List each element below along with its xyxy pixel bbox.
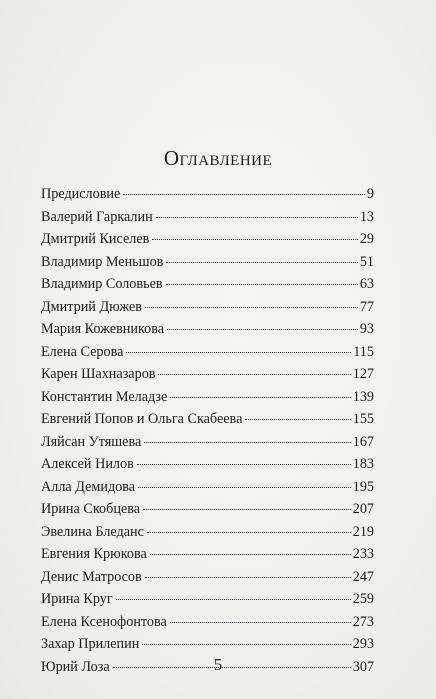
toc-entry-page: 167 — [352, 433, 374, 450]
toc-entry — [41, 386, 374, 409]
toc-entry-page: 259 — [352, 591, 374, 607]
toc-entry — [41, 431, 374, 454]
toc-entry-title: Константин Меладзе — [41, 388, 168, 405]
toc-entry-title: Предисловие — [41, 186, 121, 202]
toc-entry-page: 139 — [352, 388, 374, 405]
toc-entry-title: Евгений Попов и Ольга Скабеева — [41, 411, 243, 427]
toc-entry-title: Елена Ксенофонтова — [41, 613, 167, 630]
toc-entry-page: 183 — [352, 456, 374, 472]
toc-entry-title: Карен Шахназаров — [41, 366, 156, 382]
dot-leader — [150, 554, 351, 555]
toc-entry — [41, 588, 374, 611]
toc-entry — [41, 566, 374, 589]
toc-entry-title: Алексей Нилов — [41, 456, 134, 472]
toc-entry-title: Ляйсан Утяшева — [41, 433, 142, 450]
dot-leader — [152, 239, 357, 240]
toc-entry-title: Эвелина Бледанс — [41, 523, 144, 540]
toc-entry — [41, 611, 374, 634]
toc-entry-title: Захар Прилепин — [41, 636, 140, 652]
toc-entry-page: 9 — [366, 186, 374, 202]
toc-entry-page: 219 — [352, 523, 374, 540]
toc-entry — [41, 273, 374, 296]
toc-entry — [41, 296, 374, 319]
dot-leader — [158, 374, 350, 375]
toc-entry-title: Валерий Гаркалин — [41, 208, 153, 225]
dot-leader — [123, 194, 365, 195]
toc-entry — [41, 318, 374, 341]
toc-entry-page: 293 — [352, 636, 374, 652]
dot-leader — [145, 307, 358, 308]
toc-entry-page: 51 — [359, 253, 374, 270]
toc-entry-page: 115 — [353, 343, 374, 360]
toc-entry — [41, 183, 374, 206]
toc-entry-page: 207 — [352, 501, 374, 517]
toc-entry-title: Мария Кожевникова — [41, 321, 165, 337]
dot-leader — [142, 644, 350, 645]
toc-entry-page: 63 — [359, 276, 374, 292]
toc-entry-page: 13 — [359, 208, 374, 225]
toc-entry-page: 233 — [352, 546, 374, 562]
toc-entry — [41, 633, 374, 656]
toc-entry — [41, 453, 374, 476]
toc-entry-page: 195 — [352, 478, 374, 495]
dot-leader — [245, 419, 350, 420]
dot-leader — [137, 464, 351, 465]
toc-entry-title: Юрий Лоза — [41, 658, 110, 675]
toc-entry — [41, 228, 374, 251]
toc-entry — [41, 521, 374, 544]
toc-entry-page: 93 — [359, 321, 374, 337]
toc-entry-page: 273 — [352, 613, 374, 630]
toc-entry-title: Евгения Крюкова — [41, 546, 147, 562]
toc-entry — [41, 498, 374, 521]
toc-entry-page: 127 — [352, 366, 374, 382]
toc-entry-title: Владимир Соловьев — [41, 276, 163, 292]
dot-leader — [126, 352, 351, 353]
toc-entry-title: Денис Матросов — [41, 568, 142, 585]
toc-entry-title: Дмитрий Дюжев — [41, 298, 142, 315]
dot-leader — [138, 487, 351, 488]
toc-entry — [41, 341, 374, 364]
toc-entry-page: 77 — [359, 298, 374, 315]
toc-heading: Оглавление — [163, 146, 273, 170]
toc-entry — [41, 251, 374, 274]
dot-leader — [116, 599, 351, 600]
dot-leader — [166, 284, 358, 285]
toc-entry-title: Ирина Круг — [41, 591, 113, 607]
dot-leader — [166, 262, 357, 263]
dot-leader — [170, 622, 351, 623]
toc-entry-page: 307 — [352, 658, 374, 675]
toc-entry — [41, 206, 374, 229]
dot-leader — [147, 532, 351, 533]
dot-leader — [143, 509, 351, 510]
dot-leader — [145, 577, 351, 578]
dot-leader — [167, 329, 358, 330]
toc-entry-page: 247 — [352, 568, 374, 585]
page-number: 5 — [213, 655, 223, 674]
toc-entry-title: Владимир Меньшов — [41, 253, 164, 270]
toc-list — [41, 183, 374, 678]
toc-entry — [41, 476, 374, 499]
toc-entry-page: 29 — [359, 231, 374, 247]
toc-entry-title: Ирина Скобцева — [41, 501, 141, 517]
toc-entry — [41, 543, 374, 566]
toc-entry-page: 155 — [352, 411, 374, 427]
toc-entry — [41, 408, 374, 431]
toc-entry-title: Елена Серова — [41, 343, 124, 360]
toc-entry — [41, 363, 374, 386]
dot-leader — [156, 217, 358, 218]
dot-leader — [144, 442, 350, 443]
toc-entry-title: Алла Демидова — [41, 478, 136, 495]
dot-leader — [170, 397, 350, 398]
toc-entry-title: Дмитрий Киселев — [41, 231, 150, 247]
